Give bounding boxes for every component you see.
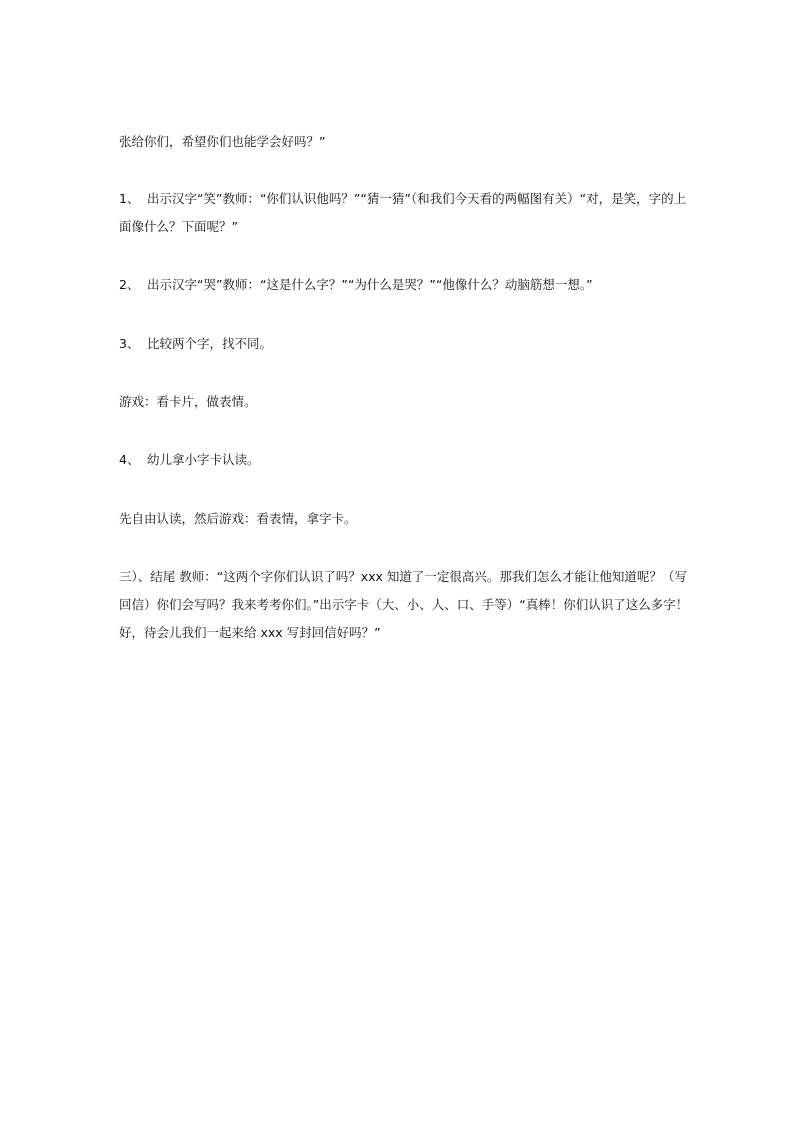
paragraph-line: 幼儿拿小字卡认读。	[147, 452, 260, 467]
paragraph-line: 三）、结尾 教师：“这两个字你们认识了吗？xxx 知道了一定很高兴。那我们怎么才能让他知道呢？（写	[119, 569, 687, 584]
paragraph-line: 好，待会儿我们一起来给 xxx 写封回信好吗？”	[119, 625, 381, 640]
paragraph-step-1	[119, 185, 687, 241]
paragraph-step-3	[119, 330, 679, 358]
paragraph-game-1	[119, 388, 679, 416]
list-number: 3、	[119, 336, 140, 351]
paragraph-line: 张给你们，希望你们也能学会好吗？”	[119, 134, 326, 149]
paragraph-intro	[119, 128, 679, 156]
paragraph-step-2	[119, 271, 679, 299]
paragraph-line: 游戏：看卡片，做表情。	[119, 394, 257, 409]
paragraph-line: 比较两个字，找不同。	[147, 336, 273, 351]
list-number: 2、	[119, 277, 140, 292]
list-number: 4、	[119, 452, 140, 467]
paragraph-line: 出示汉字“笑”教师：“你们认识他吗？”“猜一猜”（和我们今天看的两幅图有关）“对，是笑，字的上	[147, 191, 687, 206]
paragraph-line: 回信）你们会写吗？我来考考你们。”出示字卡（大、小、人、口、手等）“真棒！你们认识了这么多字！	[119, 597, 689, 612]
paragraph-line: 出示汉字“哭”教师：“这是什么字？”“为什么是哭？”“他像什么？动脑筋想一想。”	[147, 277, 593, 292]
paragraph-line: 面像什么？下面呢？”	[119, 219, 238, 234]
paragraph-line: 先自由认读，然后游戏：看表情，拿字卡。	[119, 511, 357, 526]
paragraph-game-2	[119, 505, 679, 533]
list-number: 1、	[119, 191, 140, 206]
paragraph-ending	[119, 563, 689, 647]
paragraph-step-4	[119, 446, 679, 474]
